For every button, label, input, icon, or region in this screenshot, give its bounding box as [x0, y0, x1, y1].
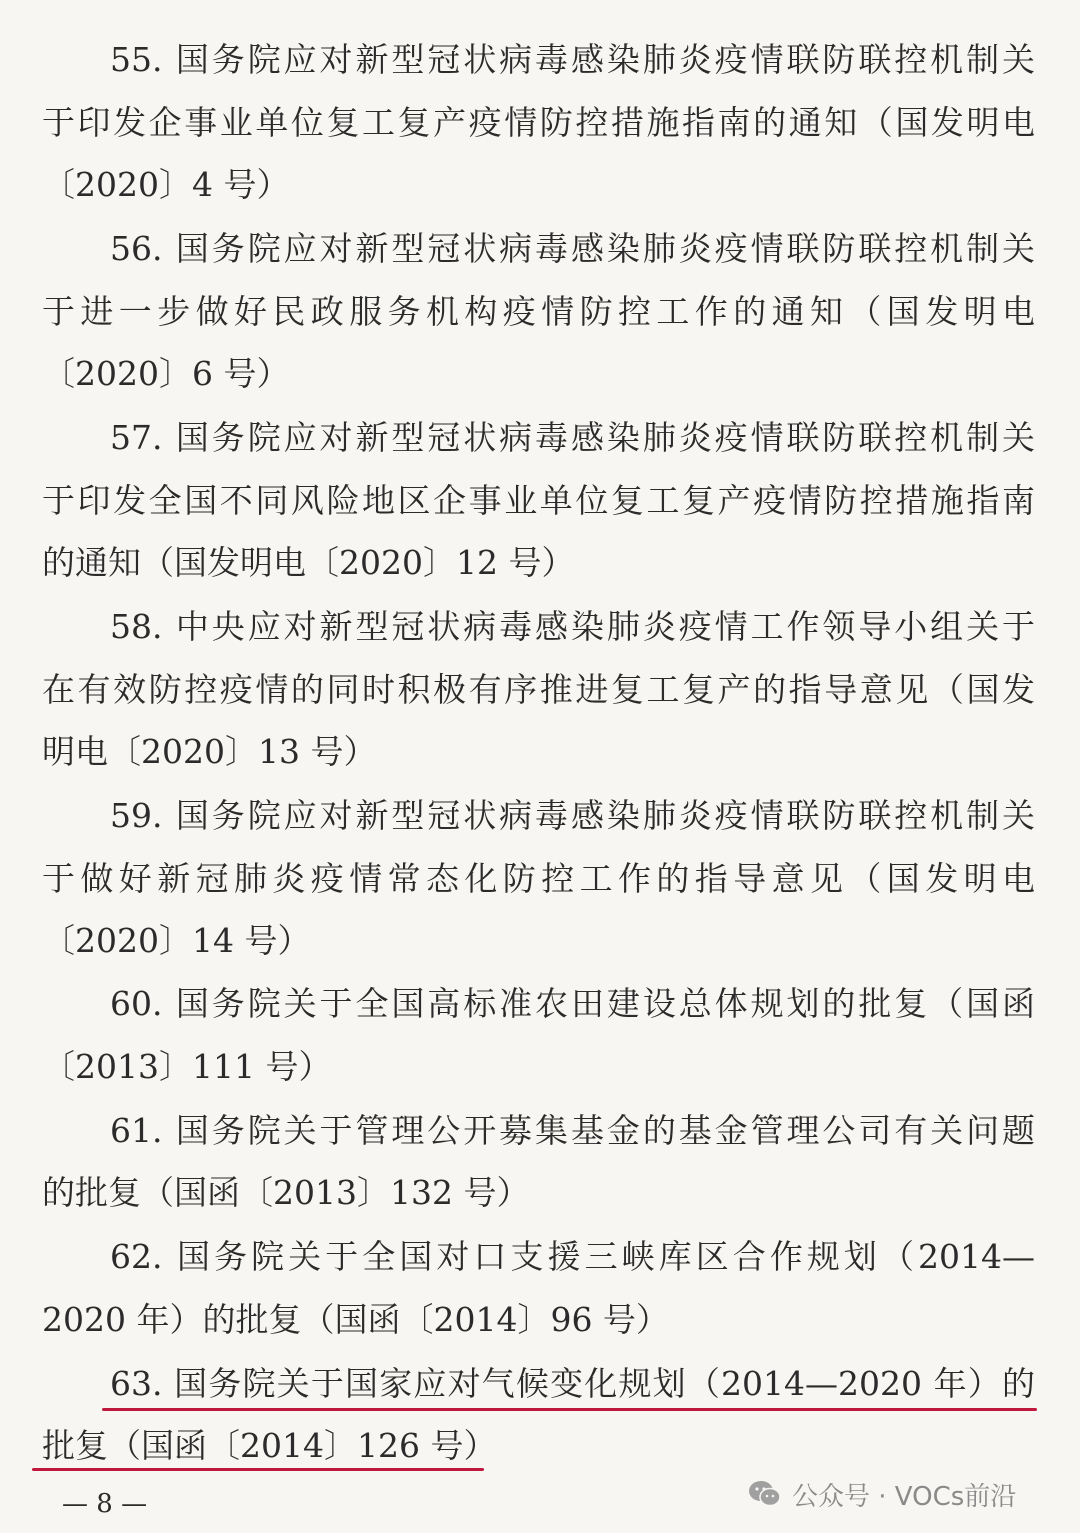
item-59-line-1: 59. 国务院应对新型冠状病毒感染肺炎疫情联防联控机制关: [110, 796, 1035, 835]
item-57-line-1: 57. 国务院应对新型冠状病毒感染肺炎疫情联防联控机制关: [110, 418, 1035, 457]
item-63-line-2: 批复（国函〔2014〕126 号）: [42, 1426, 497, 1465]
item-59-line-2: 于做好新冠肺炎疫情常态化防控工作的指导意见（国发明电: [42, 859, 1035, 898]
item-59-line-3: 〔2020〕14 号）: [42, 921, 311, 960]
item-61-line-2: 的批复（国函〔2013〕132 号）: [42, 1173, 530, 1212]
item-62-line-1: 62. 国务院关于全国对口支援三峡库区合作规划（2014—: [110, 1237, 1035, 1276]
item-58-line-2: 在有效防控疫情的同时积极有序推进复工复产的指导意见（国发: [42, 670, 1035, 709]
item-60-line-2: 〔2013〕111 号）: [42, 1047, 332, 1086]
item-56-line-1: 56. 国务院应对新型冠状病毒感染肺炎疫情联防联控机制关: [110, 229, 1035, 268]
item-55-line-2: 于印发企事业单位复工复产疫情防控措施指南的通知（国发明电: [42, 103, 1035, 142]
page-number: — 8 —: [62, 1489, 148, 1519]
item-57-line-2: 于印发全国不同风险地区企事业单位复工复产疫情防控措施指南: [42, 481, 1035, 520]
item-63-underline-1: [102, 1408, 1037, 1411]
watermark-text: 公众号 · VOCs前沿: [792, 1481, 1017, 1512]
item-61-line-1: 61. 国务院关于管理公开募集基金的基金管理公司有关问题: [110, 1111, 1035, 1150]
item-58-line-3: 明电〔2020〕13 号）: [42, 732, 377, 771]
watermark: [748, 1474, 1016, 1514]
item-63-underline-2: [32, 1468, 484, 1471]
item-60-line-1: 60. 国务院关于全国高标准农田建设总体规划的批复（国函: [110, 984, 1035, 1023]
item-62-line-2: 2020 年）的批复（国函〔2014〕96 号）: [42, 1300, 669, 1339]
item-56-line-2: 于进一步做好民政服务机构疫情防控工作的通知（国发明电: [42, 292, 1035, 331]
item-63-line-1: 63. 国务院关于国家应对气候变化规划（2014—2020 年）的: [110, 1364, 1035, 1403]
item-56-line-3: 〔2020〕6 号）: [42, 354, 290, 393]
wechat-icon: [748, 1479, 782, 1509]
item-55-line-1: 55. 国务院应对新型冠状病毒感染肺炎疫情联防联控机制关: [110, 40, 1035, 79]
item-57-line-3: 的通知（国发明电〔2020〕12 号）: [42, 543, 575, 582]
item-55-line-3: 〔2020〕4 号）: [42, 165, 290, 204]
item-58-line-1: 58. 中央应对新型冠状病毒感染肺炎疫情工作领导小组关于: [110, 607, 1035, 646]
